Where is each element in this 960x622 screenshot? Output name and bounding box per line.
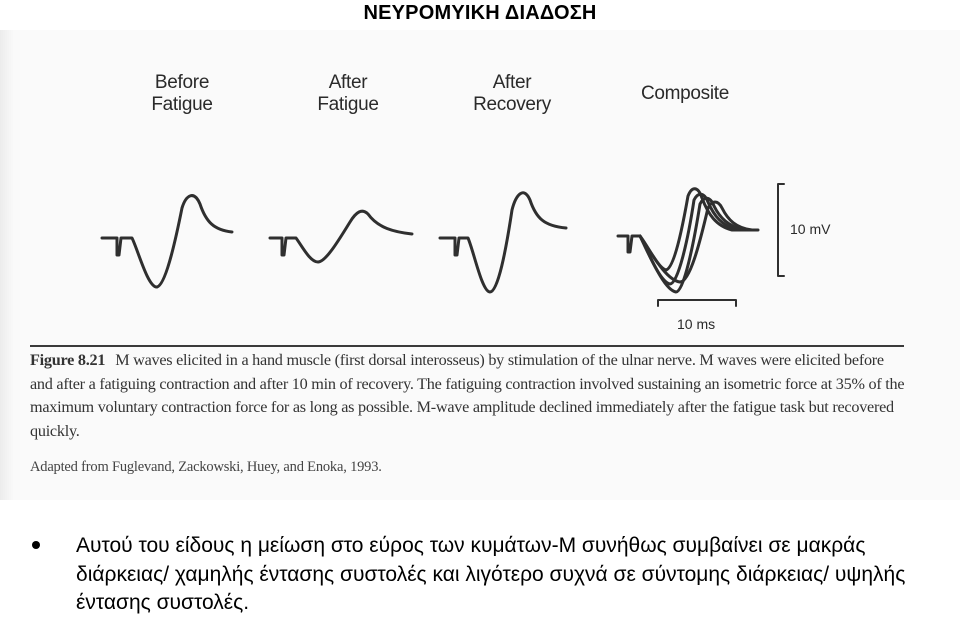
caption-rule: [30, 345, 904, 347]
figure-number: Figure 8.21: [30, 351, 106, 369]
panel-label-after-recovery: After Recovery: [473, 72, 551, 115]
figure-caption: [30, 349, 906, 443]
scale-bar-amplitude: [778, 184, 784, 276]
panel-label-after-fatigue: After Fatigue: [317, 72, 379, 115]
bullet-text: Αυτού του είδους η μείωση στο εύρος των κυμάτων-M συνήθως συμβαίνει σε μακράς διάρκειας/ χαμηλής έντασης συστολές και λιγότερο συχνά σε σύντομης διάρκειας/ υψηλής έντασης συστολές.: [76, 534, 906, 614]
m-wave-after-recovery: [440, 193, 566, 292]
figure-credit: Adapted from Fuglevand, Zackowski, Huey, and Enoka, 1993.: [30, 459, 382, 475]
m-wave-after-fatigue: [270, 211, 412, 262]
panel-label-before-fatigue: Before Fatigue: [151, 72, 213, 115]
slide-title: ΝΕΥΡΟΜΥΙΚΗ ΔΙΑΔΟΣΗ: [363, 2, 597, 24]
scale-bar-time: [658, 300, 736, 306]
caption-text: M waves elicited in a hand muscle (first dorsal interosseus) by stimulation of the ulnar nerve. M waves were elicited before and after a fatiguing contraction and after 10 min of recovery. The fatiguing contraction involved sustaining an isometric force at 35% of the maximum voluntary contraction force for as long as possible. M-wave amplitude declined immediately after the fatigue task but recovered quickly.: [30, 351, 905, 440]
m-wave-before-fatigue: [102, 196, 232, 287]
time-scale-label: 10 ms: [677, 316, 716, 332]
bullet-dot-icon: [32, 541, 40, 549]
amplitude-scale-label: 10 mV: [790, 221, 831, 237]
panel-label-composite: Composite: [640, 83, 730, 104]
